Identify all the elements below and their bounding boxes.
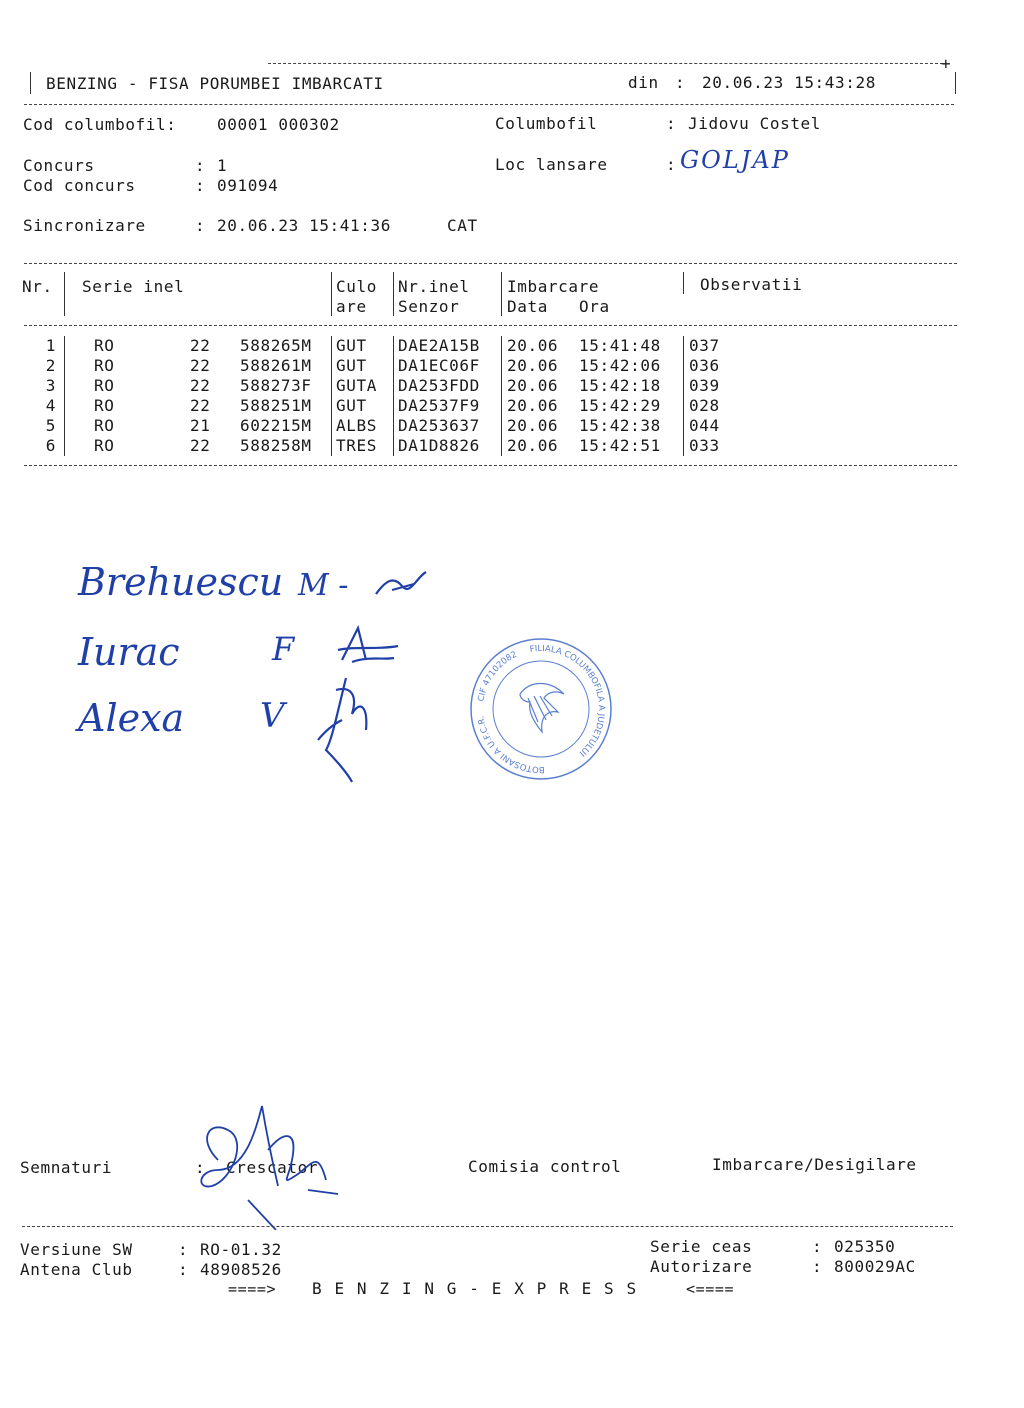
handwritten-mark-3: V xyxy=(260,696,285,736)
antena-label: Antena Club xyxy=(20,1260,133,1279)
loc-lansare-colon: : xyxy=(666,155,677,174)
row-obs: 039 xyxy=(689,376,720,395)
col-header-nrinel-2: Senzor xyxy=(398,297,460,316)
row-color: TRES xyxy=(336,436,377,455)
row-country: RO xyxy=(94,436,115,455)
header-bottom-border xyxy=(24,104,954,105)
cod-columbofil-value: 00001 000302 xyxy=(217,115,340,134)
din-label: din xyxy=(628,73,659,92)
col-header-ora: Ora xyxy=(579,297,610,316)
sincronizare-label: Sincronizare xyxy=(23,216,146,235)
row-year: 22 xyxy=(190,436,211,455)
crescator-signature xyxy=(188,1090,348,1230)
col-header-culoare-2: are xyxy=(336,297,367,316)
col-header-nr: Nr. xyxy=(22,277,53,296)
row-obs: 033 xyxy=(689,436,720,455)
din-value: 20.06.23 15:43:28 xyxy=(702,73,876,92)
row-time: 15:42:06 xyxy=(579,356,661,375)
serie-ceas-label: Serie ceas xyxy=(650,1237,753,1256)
row-year: 22 xyxy=(190,396,211,415)
row-time: 15:42:38 xyxy=(579,416,661,435)
table-row xyxy=(0,376,720,396)
row-sensor: DA253637 xyxy=(398,416,480,435)
serie-ceas-value: 025350 xyxy=(834,1237,896,1256)
table-row xyxy=(0,416,720,436)
imbarcare-desigilare-label: Imbarcare/Desigilare xyxy=(712,1155,917,1174)
col-header-observatii: Observatii xyxy=(700,275,803,294)
header-corner: + xyxy=(941,54,952,73)
table-col-separator xyxy=(64,336,65,456)
row-date: 20.06 xyxy=(507,416,559,435)
footer-separator xyxy=(22,1226,953,1227)
table-col-separator xyxy=(64,272,65,316)
row-nr: 6 xyxy=(45,436,56,455)
table-row xyxy=(0,436,720,456)
header-top-border xyxy=(268,63,943,64)
table-col-separator xyxy=(501,272,502,316)
antena-colon: : xyxy=(178,1260,189,1279)
row-color: GUT xyxy=(336,356,367,375)
brand-arrow-left: ====> xyxy=(228,1280,277,1298)
row-date: 20.06 xyxy=(507,376,559,395)
col-header-data: Data xyxy=(507,297,548,316)
table-row xyxy=(0,336,720,356)
row-nr: 2 xyxy=(45,356,56,375)
handwritten-mark-2: F xyxy=(272,630,295,668)
semnaturi-label: Semnaturi xyxy=(20,1158,113,1177)
table-col-separator xyxy=(331,336,332,456)
columbofil-value: Jidovu Costel xyxy=(688,114,822,133)
row-nr: 1 xyxy=(45,336,56,355)
handwritten-name-3: Alexa xyxy=(78,696,185,740)
header-right-border xyxy=(955,72,956,94)
row-nr: 3 xyxy=(45,376,56,395)
versiune-value: RO-01.32 xyxy=(200,1240,282,1259)
crescator-label: Crescator xyxy=(226,1158,319,1177)
sincronizare-colon: : xyxy=(195,216,206,235)
club-stamp xyxy=(468,636,614,782)
document-title: BENZING - FISA PORUMBEI IMBARCATI xyxy=(46,74,384,93)
row-ring: 602215M xyxy=(240,416,312,435)
antena-value: 48908526 xyxy=(200,1260,282,1279)
table-header-border xyxy=(24,325,957,326)
sincronizare-value: 20.06.23 15:41:36 xyxy=(217,216,391,235)
table-col-separator xyxy=(683,336,684,456)
columbofil-colon: : xyxy=(666,114,677,133)
table-col-separator xyxy=(331,272,332,316)
row-year: 22 xyxy=(190,336,211,355)
row-obs: 028 xyxy=(689,396,720,415)
row-time: 15:41:48 xyxy=(579,336,661,355)
autorizare-value: 800029AC xyxy=(834,1257,916,1276)
col-header-culoare-1: Culo xyxy=(336,277,377,296)
row-ring: 588258M xyxy=(240,436,312,455)
table-col-separator xyxy=(393,336,394,456)
row-date: 20.06 xyxy=(507,336,559,355)
table-col-separator xyxy=(393,272,394,316)
row-color: GUTA xyxy=(336,376,377,395)
autorizare-colon: : xyxy=(812,1257,823,1276)
row-color: GUT xyxy=(336,396,367,415)
table-row xyxy=(0,356,720,376)
columbofil-label: Columbofil xyxy=(495,114,598,133)
col-header-imbarcare: Imbarcare xyxy=(507,277,600,296)
row-ring: 588265M xyxy=(240,336,312,355)
stamp-left-text: BOTOSANI A U.F.C.R. xyxy=(476,715,545,775)
stamp-ring-text-3 xyxy=(476,715,544,774)
row-year: 21 xyxy=(190,416,211,435)
row-nr: 5 xyxy=(45,416,56,435)
handwritten-signature-2 xyxy=(334,620,404,670)
row-country: RO xyxy=(94,336,115,355)
handwritten-name-1: Brehuescu xyxy=(78,560,284,604)
comisia-label: Comisia control xyxy=(468,1157,622,1176)
row-sensor: DA2537F9 xyxy=(398,396,480,415)
header-left-border xyxy=(30,72,31,94)
row-sensor: DA253FDD xyxy=(398,376,480,395)
row-obs: 037 xyxy=(689,336,720,355)
col-header-serie-inel: Serie inel xyxy=(82,277,185,296)
row-obs: 044 xyxy=(689,416,720,435)
versiune-colon: : xyxy=(178,1240,189,1259)
row-obs: 036 xyxy=(689,356,720,375)
cod-concurs-value: 091094 xyxy=(217,176,279,195)
stamp-right-text: FILIALA COLUMBOFILA A JUDETULUI xyxy=(529,643,607,759)
table-col-separator xyxy=(683,272,684,294)
handwritten-name-2: Iurac xyxy=(78,630,180,674)
sincronizare-zone: CAT xyxy=(447,216,478,235)
table-col-separator xyxy=(501,336,502,456)
row-date: 20.06 xyxy=(507,436,559,455)
handwritten-signature-3 xyxy=(312,670,382,790)
semnaturi-colon: : xyxy=(195,1158,206,1177)
row-color: ALBS xyxy=(336,416,377,435)
pigeon-emblem-icon xyxy=(520,684,564,733)
table-bottom-border xyxy=(24,465,957,466)
row-time: 15:42:18 xyxy=(579,376,661,395)
row-ring: 588273F xyxy=(240,376,312,395)
row-color: GUT xyxy=(336,336,367,355)
autorizare-label: Autorizare xyxy=(650,1257,753,1276)
row-country: RO xyxy=(94,396,115,415)
row-ring: 588251M xyxy=(240,396,312,415)
row-date: 20.06 xyxy=(507,356,559,375)
handwritten-signature-1 xyxy=(372,566,432,606)
row-ring: 588261M xyxy=(240,356,312,375)
concurs-colon: : xyxy=(195,156,206,175)
concurs-value: 1 xyxy=(217,156,228,175)
table-top-border xyxy=(24,263,957,264)
cod-columbofil-label: Cod columbofil: xyxy=(23,115,177,134)
serie-ceas-colon: : xyxy=(812,1237,823,1256)
cod-concurs-label: Cod concurs xyxy=(23,176,136,195)
din-colon: : xyxy=(675,73,686,92)
row-country: RO xyxy=(94,416,115,435)
row-country: RO xyxy=(94,376,115,395)
stamp-top-text: CIF 47102082 xyxy=(476,649,519,703)
row-sensor: DA1D8826 xyxy=(398,436,480,455)
brand-banner: B E N Z I N G - E X P R E S S xyxy=(312,1279,638,1298)
table-row xyxy=(0,396,720,416)
loc-lansare-label: Loc lansare xyxy=(495,155,608,174)
cod-concurs-colon: : xyxy=(195,176,206,195)
row-country: RO xyxy=(94,356,115,375)
handwritten-mark-1: M - xyxy=(298,568,349,603)
row-year: 22 xyxy=(190,356,211,375)
row-sensor: DA1EC06F xyxy=(398,356,480,375)
row-time: 15:42:29 xyxy=(579,396,661,415)
stamp-ring-text xyxy=(476,650,518,703)
col-header-nrinel-1: Nr.inel xyxy=(398,277,470,296)
row-year: 22 xyxy=(190,376,211,395)
row-time: 15:42:51 xyxy=(579,436,661,455)
versiune-label: Versiune SW xyxy=(20,1240,133,1259)
loc-lansare-value: GOLJAP xyxy=(680,146,790,174)
brand-arrow-right: <==== xyxy=(686,1280,735,1298)
row-nr: 4 xyxy=(45,396,56,415)
row-date: 20.06 xyxy=(507,396,559,415)
row-sensor: DAE2A15B xyxy=(398,336,480,355)
concurs-label: Concurs xyxy=(23,156,95,175)
